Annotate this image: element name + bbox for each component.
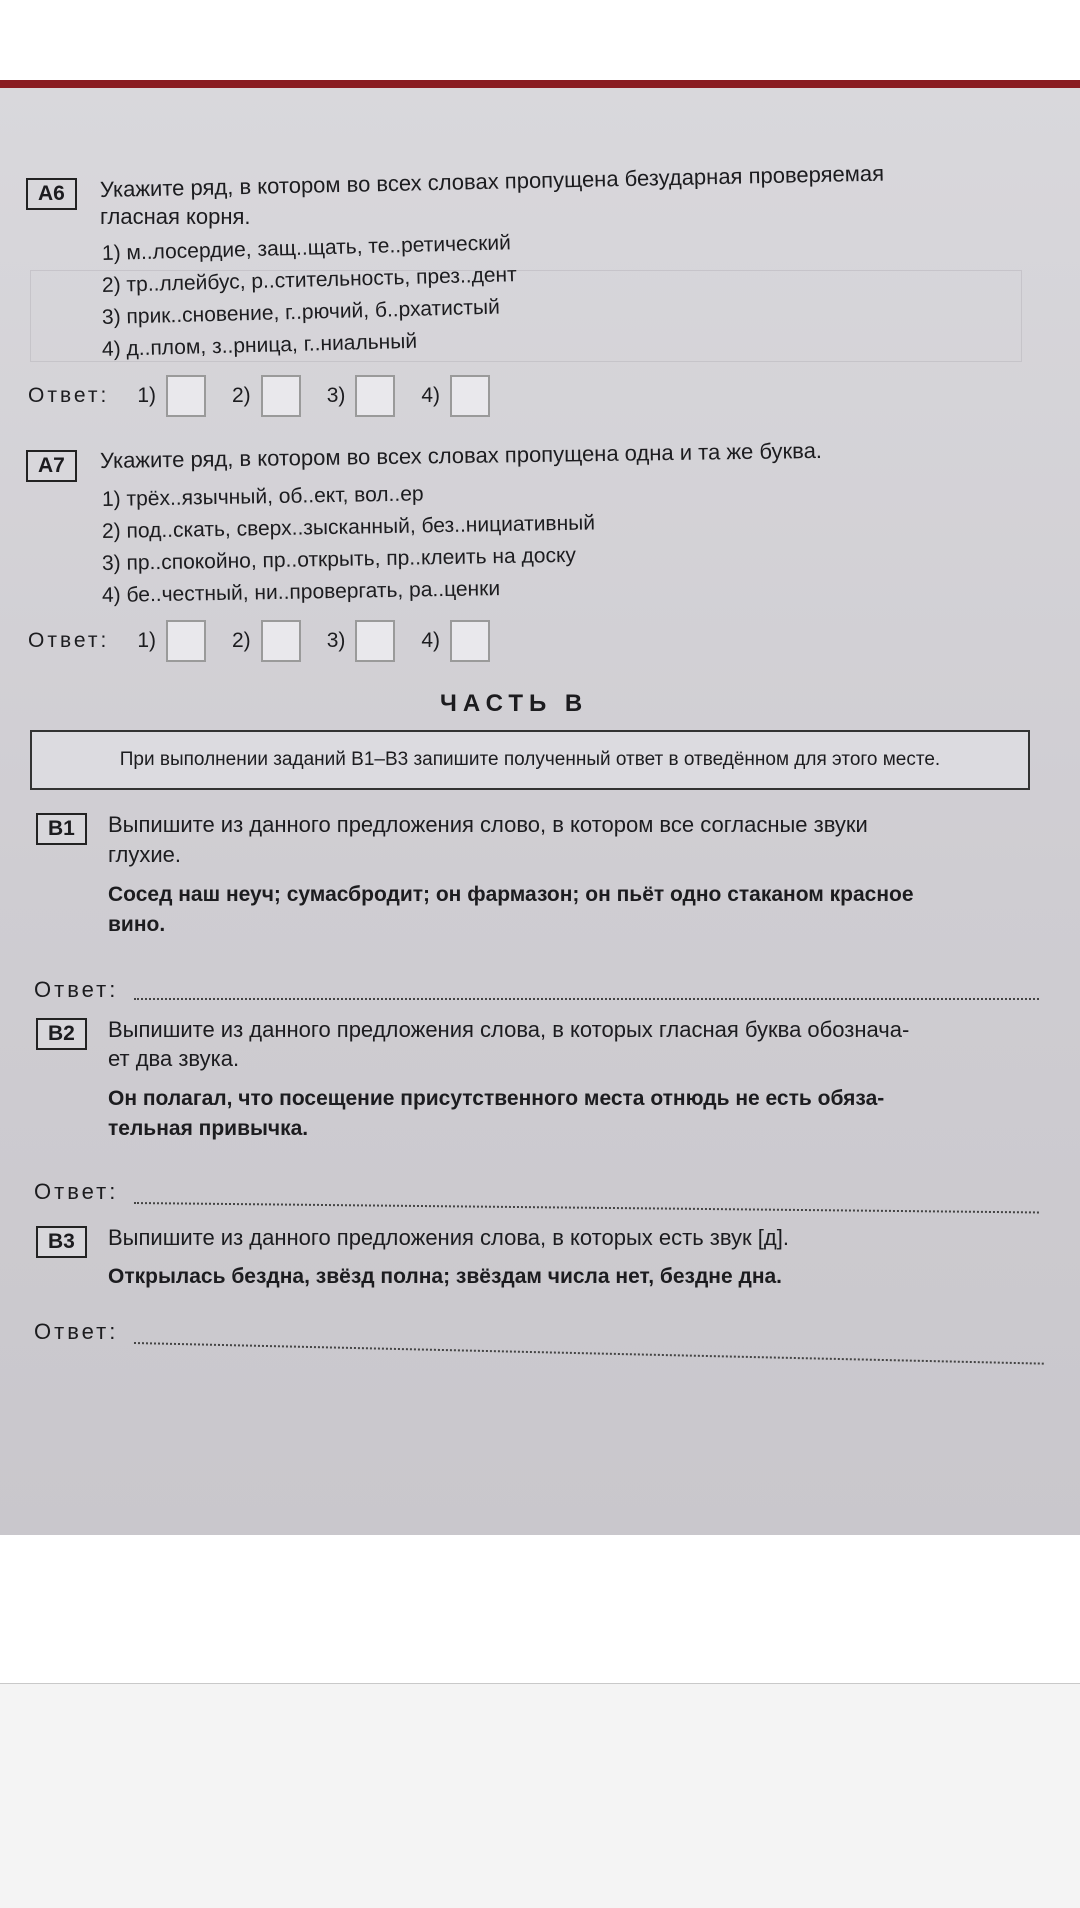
question-label: В3 [36, 1226, 87, 1258]
target-sentence: Сосед наш неуч; сумасбродит; он фармазон; он пьёт одно стаканом красное [108, 883, 914, 906]
option-2: 2) тр..ллейбус, р..стительность, през..дент [101, 263, 518, 297]
choice-1-label: 1) [137, 629, 156, 652]
answer-label: Ответ: [34, 977, 119, 1002]
choice-1-box[interactable] [166, 375, 206, 417]
question-label: В2 [36, 1018, 87, 1050]
choice-3-label: 3) [326, 384, 346, 407]
choice-2-box[interactable] [261, 375, 301, 417]
choice-3-box[interactable] [355, 375, 395, 417]
answer-line[interactable] [134, 998, 1039, 1000]
question-text: Выпишите из данного предложения слово, в котором все согласные звуки [108, 812, 868, 837]
question-text-cont: глухие. [108, 842, 182, 867]
blank-area [0, 1535, 1080, 1683]
answer-row-a6 [28, 375, 506, 417]
option-1: 1) м..лосердие, защ..щать, те..ретический [101, 231, 512, 265]
question-label: А6 [26, 178, 77, 210]
choice-1-label: 1) [137, 384, 156, 407]
answer-label: Ответ: [34, 1319, 119, 1344]
top-whitespace [0, 0, 1080, 80]
instruction-text: При выполнении заданий В1–В3 запишите полученный ответ в отведённом для этого месте. [119, 749, 941, 770]
question-label: В1 [36, 813, 87, 845]
answer-label: Ответ: [34, 1179, 119, 1204]
choice-1-box[interactable] [166, 620, 206, 662]
choice-2-label: 2) [232, 384, 251, 407]
choice-4-box[interactable] [450, 375, 490, 417]
choice-2-label: 2) [232, 629, 251, 652]
choice-3-box[interactable] [355, 620, 395, 662]
choice-3-label: 3) [326, 629, 346, 652]
option-1: 1) трёх..язычный, об..ект, вол..ер [101, 482, 424, 511]
book-edge [0, 80, 1080, 88]
answer-label: Ответ: [28, 629, 110, 652]
option-3: 3) прик..сновение, г..рючий, б..рхатистый [101, 295, 501, 329]
question-text: Выпишите из данного предложения слова, в которых есть звук [д]. [108, 1225, 789, 1250]
question-text: Укажите ряд, в котором во всех словах пропущена одна и та же буква. [99, 437, 823, 473]
target-sentence: Открылась бездна, звёзд полна; звёздам числа нет, бездне дна. [108, 1265, 783, 1288]
question-text: Укажите ряд, в котором во всех словах пропущена безударная проверяемая [99, 160, 885, 202]
answer-row-a7 [28, 620, 506, 662]
question-label: А7 [26, 450, 77, 482]
answer-line[interactable] [134, 1202, 1039, 1213]
option-3: 3) пр..спокойно, пр..открыть, пр..клеить на доску [101, 543, 577, 575]
question-text: Выпишите из данного предложения слова, в которых гласная буква обознача- [108, 1017, 910, 1042]
question-text-cont: ет два звука. [108, 1046, 240, 1071]
part-b-title: ЧАСТЬ В [440, 690, 589, 717]
choice-4-label: 4) [421, 629, 441, 652]
target-sentence-cont: тельная привычка. [108, 1117, 309, 1140]
target-sentence-cont: вино. [108, 913, 166, 936]
option-4: 4) д..плом, з..рница, г..ниальный [101, 329, 418, 361]
choice-4-box[interactable] [450, 620, 490, 662]
choice-2-box[interactable] [261, 620, 301, 662]
part-b-instruction [30, 730, 1030, 790]
bottom-panel [0, 1684, 1080, 1908]
target-sentence: Он полагал, что посещение присутственного места отнюдь не есть обяза- [108, 1087, 885, 1110]
question-text-cont: гласная корня. [100, 204, 251, 229]
worksheet-photo [0, 80, 1080, 1535]
answer-label: Ответ: [28, 384, 110, 407]
answer-line[interactable] [134, 1342, 1044, 1365]
choice-4-label: 4) [421, 384, 441, 407]
option-2: 2) под..скать, сверх..зысканный, без..нициативный [101, 511, 596, 543]
option-4: 4) бе..честный, ни..провергать, ра..ценки [101, 577, 501, 607]
